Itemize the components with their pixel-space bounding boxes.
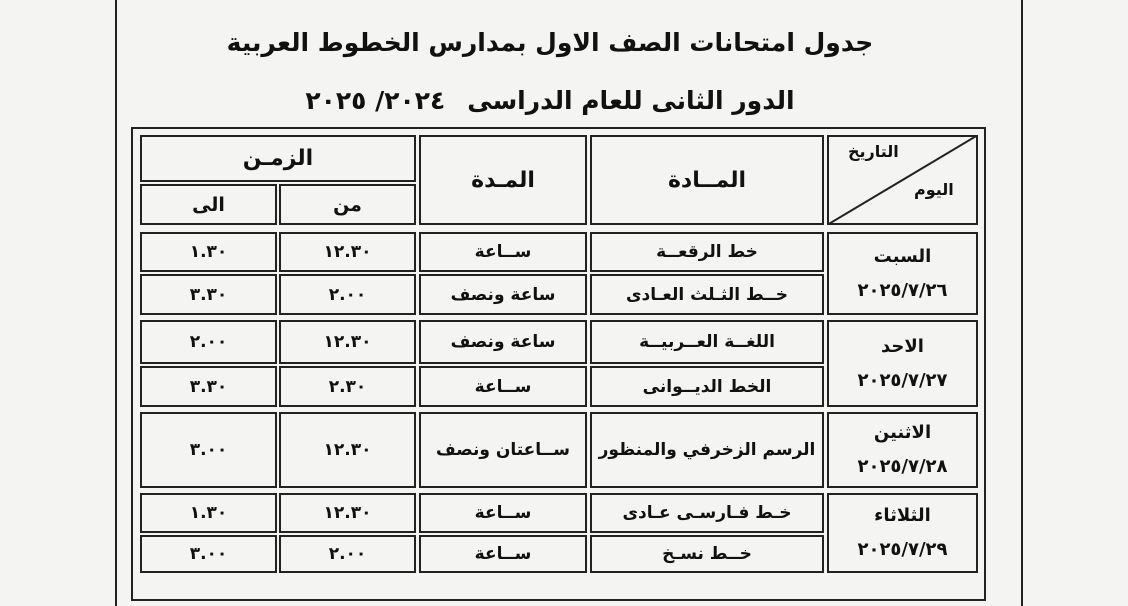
page-edge-right (1021, 0, 1023, 606)
subject-cell: الرسم الزخرفي والمنظور (590, 412, 824, 488)
day-name: الاحد (881, 335, 924, 357)
day-date: ٢٠٢٥/٧/٢٦ (857, 279, 948, 301)
subject-cell: اللغــة العــربيــة (590, 320, 824, 364)
to-cell: ٣.٠٠ (140, 412, 277, 488)
page-edge-left (115, 0, 117, 606)
day-date: ٢٠٢٥/٧/٢٩ (857, 539, 948, 560)
day-name: الثلاثاء (874, 505, 931, 526)
to-cell: ٢.٠٠ (140, 320, 277, 364)
day-date: ٢٠٢٥/٧/٢٨ (857, 456, 948, 477)
subject-cell: خــط الثـلث العـادى (590, 274, 824, 315)
duration-cell: ســاعة (419, 493, 587, 533)
day-cell-sunday (827, 320, 978, 407)
day-cell-saturday (827, 232, 978, 315)
to-cell: ٣.٣٠ (140, 274, 277, 315)
day-date: ٢٠٢٥/٧/٢٧ (857, 369, 948, 391)
to-cell: ١.٣٠ (140, 493, 277, 533)
day-cell-tuesday (827, 493, 978, 573)
from-cell: ١٢.٣٠ (279, 232, 416, 272)
duration-cell: ســاعة (419, 366, 587, 407)
from-cell: ١٢.٣٠ (279, 493, 416, 533)
subject-cell: خـط فـارسـى عـادى (590, 493, 824, 533)
academic-year: ٢٠٢٤/ ٢٠٢٥ (305, 86, 446, 115)
to-cell: ١.٣٠ (140, 232, 277, 272)
subject-cell: خــط نسـخ (590, 535, 824, 573)
duration-cell: ساعة ونصف (419, 274, 587, 315)
duration-cell: ســاعة (419, 535, 587, 573)
header-date-label: التاريخ (848, 142, 899, 161)
header-duration: المـدة (419, 135, 587, 225)
header-day-label: اليوم (914, 180, 954, 199)
header-subject: المــادة (590, 135, 824, 225)
duration-cell: ســاعة (419, 232, 587, 272)
subject-cell: الخط الديــوانى (590, 366, 824, 407)
to-cell: ٣.٣٠ (140, 366, 277, 407)
header-to: الى (140, 184, 277, 225)
duration-cell: ســاعتان ونصف (419, 412, 587, 488)
day-name: السبت (873, 245, 932, 267)
subject-cell: خط الرقعــة (590, 232, 824, 272)
document-subtitle (150, 86, 950, 115)
subtitle-text: الدور الثانى للعام الدراسى (467, 86, 795, 115)
from-cell: ١٢.٣٠ (279, 412, 416, 488)
duration-cell: ساعة ونصف (419, 320, 587, 364)
to-cell: ٣.٠٠ (140, 535, 277, 573)
from-cell: ٢.٣٠ (279, 366, 416, 407)
document-title: جدول امتحانات الصف الاول بمدارس الخطوط العربية (226, 28, 874, 57)
day-name: الاثنين (873, 422, 932, 443)
from-cell: ٢.٠٠ (279, 535, 416, 573)
from-cell: ٢.٠٠ (279, 274, 416, 315)
from-cell: ١٢.٣٠ (279, 320, 416, 364)
day-cell-monday (827, 412, 978, 488)
header-time: الزمـن (140, 135, 416, 182)
header-from: من (279, 184, 416, 225)
